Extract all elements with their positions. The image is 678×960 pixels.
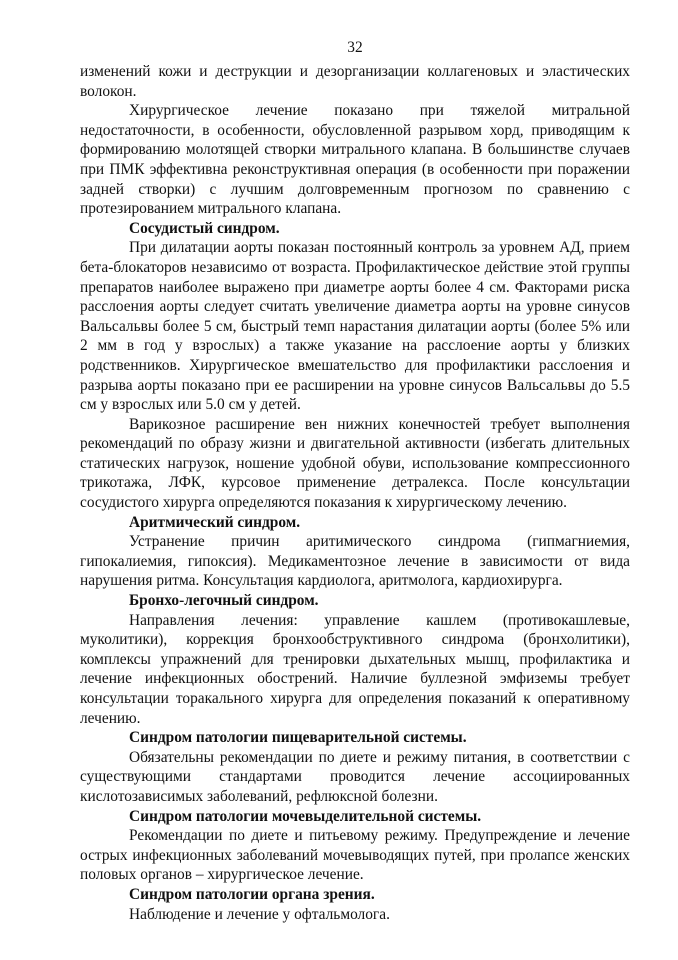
paragraph: Наблюдение и лечение у офтальмолога. [129,905,390,923]
section-heading: Синдром патологии пищеварительной системы. [129,729,467,747]
section-heading: Аритмический синдром. [129,513,301,531]
paragraph: При дилатации аорты показан постоянный контроль за уровнем АД, прием бета-блокаторов независимо от возраста. Профилактическое действие этой группы препаратов наиболее выражено при диаметре аорты более 4 см. Факторами риска расслоения аорты следует считать увеличение диаметра аорты на уровне синусов Вальсальвы более 5 см, быстрый темп нарастания дилатации аорты (более 5% или 2 мм в год у взрослых) а также указание на расслоение аорты у близких родственников. Хирургическое вмешательство для профилактики расслоения и разрыва аорты показано при ее расширении на уровне синусов Вальсальвы до 5.5 см у взрослых или 5.0 см у детей. [80,239,630,414]
paragraph: Рекомендации по диете и питьевому режиму. Предупреждение и лечение острых инфекционных заболеваний мочевыводящих путей, при пролапсе женских половых органов – хирургическое лечение. [80,827,630,884]
section-heading: Синдром патологии органа зрения. [129,885,375,903]
section-heading: Сосудистый синдром. [129,219,280,237]
paragraph: Обязательны рекомендации по диете и режиму питания, в соответствии с существующими стандартами проводится лечение ассоциированных кислотозависимых заболеваний, рефлюксной болезни. [80,748,630,805]
section-heading: Бронхо-легочный синдром. [129,592,319,610]
paragraph: Хирургическое лечение показано при тяжелой митральной недостаточности, в особенности, обусловленной разрывом хорд, приводящим к формированию молотящей створки митрального клапана. В большинстве случаев при ПМК эффективна реконструктивная операция (в особенности при поражении задней створки) с лучшим долговременным прогнозом по сравнению с протезированием митрального клапана. [80,102,630,218]
paragraph: Варикозное расширение вен нижних конечностей требует выполнения рекомендаций по образу жизни и двигательной активности (избегать длительных статических нагрузок, ношение удобной обуви, использование компрессионного трикотажа, ЛФК, курсовое применение детралекса. После консультации сосудистого хирурга определяются показания к хирургическому лечению. [80,415,630,512]
paragraph: изменений кожи и деструкции и дезорганизации коллагеновых и эластических волокон. [80,63,630,100]
section-heading: Синдром патологии мочевыделительной системы. [129,807,482,825]
paragraph: Направления лечения: управление кашлем (противокашлевые, муколитики), коррекция бронхообструктивного синдрома (бронхолитики), комплексы упражнений для тренировки дыхательных мышц, профилактика и лечение инфекционных обострений. Наличие буллезной эмфиземы требует консультации торакального хирурга для определения показаний к оперативному лечению. [80,611,630,727]
document-body [80,62,630,924]
page-number: 32 [347,39,363,56]
paragraph: Устранение причин аритимического синдрома (гипмагниемия, гипокалиемия, гипоксия). Медикаментозное лечение в зависимости от вида нарушения ритма. Консультация кардиолога, аритмолога, кардиохирурга. [80,533,630,590]
